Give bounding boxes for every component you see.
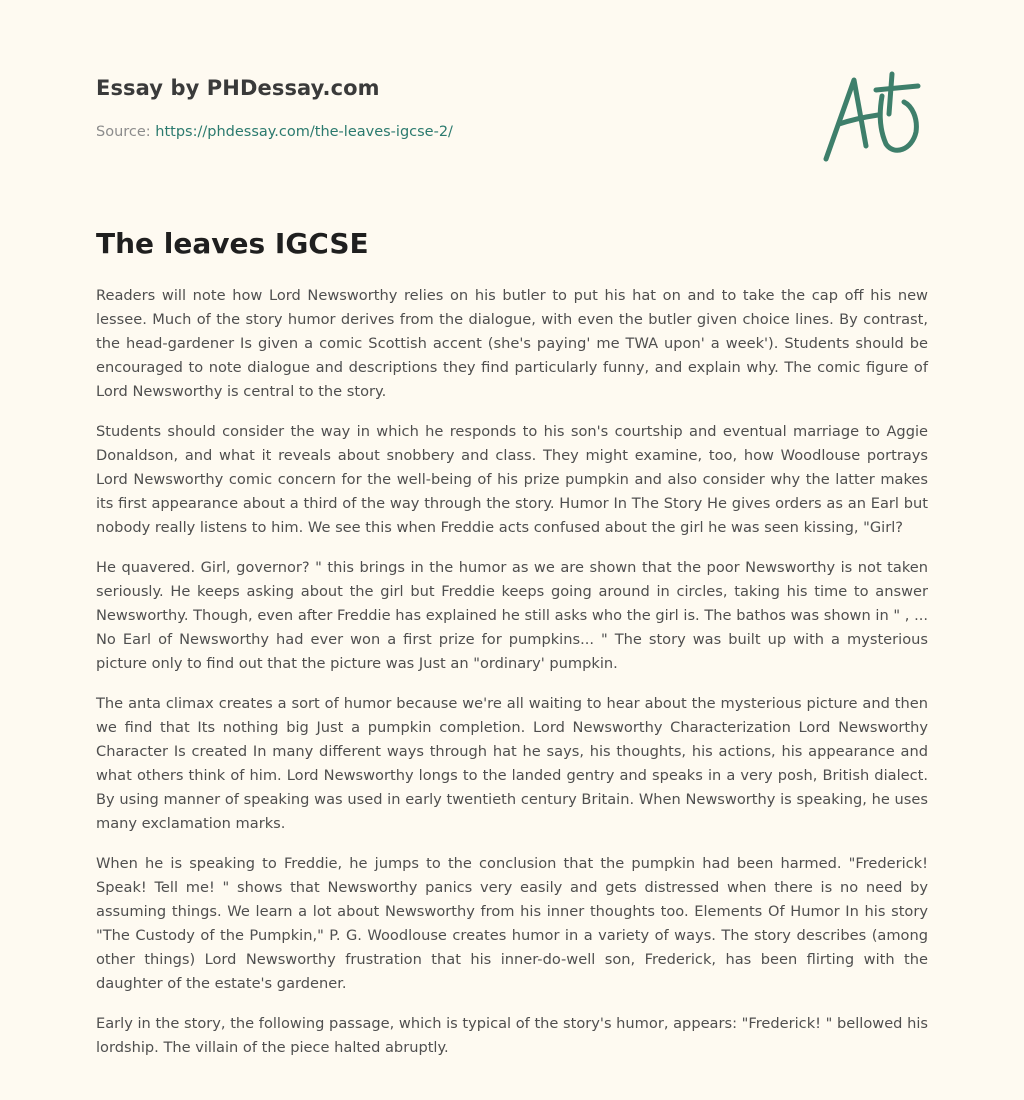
a-plus-grade-icon [820,66,924,166]
essay-paragraph: When he is speaking to Freddie, he jumps to the conclusion that the pumpkin had been harmed. "Frederick! Speak! Tell me! " shows that Newsworthy panics very easily and gets distressed when there is no need by assuming things. We learn a lot about Newsworthy from his inner thoughts too. Elements Of Humor In his story "The Custody of the Pumpkin," P. G. Woodlouse creates humor in a variety of ways. The story describes (among other things) Lord Newsworthy frustration that his inner-do-well son, Frederick, has been flirting with the daughter of the estate's gardener. [96,855,928,992]
essay-paragraph: The anta climax creates a sort of humor because we're all waiting to hear about the mysterious picture and then we find that Its nothing big Just a pumpkin completion. Lord Newsworthy Characterization Lord Newsworthy Character Is created In many different ways through hat he says, his thoughts, his actions, his appearance and what others think of him. Lord Newsworthy longs to the landed gentry and speaks in a very posh, British dialect. By using manner of speaking was used in early twentieth century Britain. When Newsworthy is speaking, he uses many exclamation marks. [96,695,928,832]
essay-paragraph: Early in the story, the following passage, which is typical of the story's humor, appears: "Frederick! " bellowed his lordship. The villain of the piece halted abruptly. [96,1015,928,1056]
source-line [96,124,453,140]
essay-body [96,284,928,1076]
essay-paragraph: He quavered. Girl, governor? " this brings in the humor as we are shown that the poor Newsworthy is not taken seriously. He keeps asking about the girl but Freddie keeps going around in circles, taking his time to answer Newsworthy. Though, even after Freddie has explained he still asks who the girl is. The bathos was shown in " , ... No Earl of Newsworthy had ever won a first prize for pumpkins... " The story was built up with a mysterious picture only to find out that the picture was Just an "ordinary' pumpkin. [96,559,928,672]
essay-title: The leaves IGCSE [96,227,369,260]
source-link[interactable]: https://phdessay.com/the-leaves-igcse-2/ [155,124,453,140]
source-label: Source: [96,124,156,140]
site-brand: Essay by PHDessay.com [96,76,380,100]
essay-page [96,0,928,1100]
essay-paragraph: Readers will note how Lord Newsworthy relies on his butler to put his hat on and to take the cap off his new lessee. Much of the story humor derives from the dialogue, with even the butler given choice lines. By contrast, the head-gardener Is given a comic Scottish accent (she's paying' me TWA upon' a week'). Students should be encouraged to note dialogue and descriptions they find particularly funny, and explain why. The comic figure of Lord Newsworthy is central to the story. [96,287,928,400]
essay-paragraph: Students should consider the way in which he responds to his son's courtship and eventual marriage to Aggie Donaldson, and what it reveals about snobbery and class. They might examine, too, how Woodlouse portrays Lord Newsworthy comic concern for the well-being of his prize pumpkin and also consider why the latter makes its first appearance about a third of the way through the story. Humor In The Story He gives orders as an Earl but nobody really listens to him. We see this when Freddie acts confused about the girl he was seen kissing, "Girl? [96,423,928,536]
